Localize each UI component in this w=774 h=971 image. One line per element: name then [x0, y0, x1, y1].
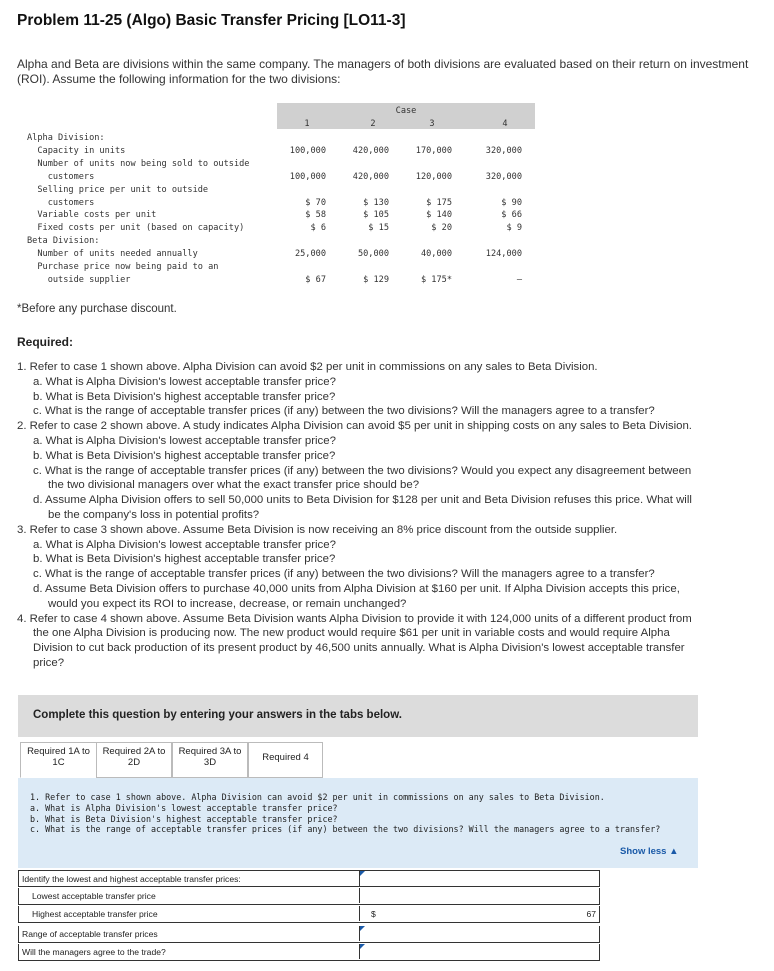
requirement-line: 1. Refer to case 1 shown above. Alpha Division can avoid $2 per unit in commissions on any sales to Beta Division. [17, 361, 598, 373]
panel-line: b. What is Beta Division's highest acceptable transfer price? [30, 813, 338, 824]
panel-line: a. What is Alpha Division's lowest acceptable transfer price? [30, 802, 338, 813]
answer-label: Will the managers agree to the trade? [22, 947, 166, 957]
show-less-label: Show less [620, 846, 667, 857]
requirement-line: c. What is the range of acceptable transfer prices (if any) between the two divisions? Will the managers agree to a transfer? [33, 568, 655, 581]
instruction-banner [18, 695, 698, 737]
requirement-line: a. What is Alpha Division's lowest acceptable transfer price? [33, 434, 336, 447]
table-cell: 100,000 [289, 171, 326, 182]
tab-required-3[interactable] [172, 742, 248, 778]
row-label: Number of units needed annually [27, 249, 198, 260]
answer-row [18, 926, 600, 943]
table-cell: 420,000 [352, 171, 389, 182]
case-number: 1 [304, 119, 310, 129]
row-label: Fixed costs per unit (based on capacity) [27, 223, 245, 234]
table-cell: – [516, 274, 522, 285]
table-cell: 320,000 [485, 145, 522, 156]
table-cell: $ 58 [305, 210, 326, 221]
table-cell: 40,000 [420, 249, 452, 260]
requirement-line: 4. Refer to case 4 shown above. Assume Beta Division wants Alpha Division to provide it with 124,000 units of a different product from [17, 612, 692, 625]
answer-row [18, 944, 600, 961]
answer-input[interactable] [359, 906, 599, 921]
requirement-line: d. Assume Beta Division offers to purchase 40,000 units from Alpha Division at $160 per unit. If Alpha Division accepts this price, [33, 582, 680, 595]
answer-input[interactable] [359, 871, 599, 886]
table-cell: $ 175 [426, 197, 452, 208]
answer-row [18, 906, 600, 923]
tab-required-1[interactable] [20, 742, 97, 778]
row-label: customers [27, 171, 95, 182]
answer-input[interactable] [359, 926, 599, 941]
table-cell: $ 105 [363, 210, 389, 221]
requirement-line: would you expect its ROI to increase, decrease, or remain unchanged? [48, 597, 407, 610]
table-cell: 124,000 [485, 249, 522, 260]
row-label: Capacity in units [27, 145, 126, 156]
row-label: Purchase price now being paid to an [27, 262, 219, 272]
tab-label-line2: 2D [127, 757, 141, 768]
table-cell: $ 130 [363, 197, 389, 208]
case-number: 4 [502, 119, 508, 129]
row-label: Selling price per unit to outside [27, 184, 209, 195]
table-cell: $ 9 [506, 223, 522, 234]
row-label: Variable costs per unit [27, 210, 157, 221]
panel-line: 1. Refer to case 1 shown above. Alpha Division can avoid $2 per unit in commissions on any sales to Beta Division. [30, 792, 605, 802]
requirement-line: a. What is Alpha Division's lowest acceptable transfer price? [33, 375, 336, 388]
row-label: Beta Division: [27, 236, 100, 247]
case-number: 2 [370, 119, 376, 129]
show-less-link[interactable] [620, 846, 679, 857]
answer-row [18, 870, 600, 887]
tab-label-line2: 1C [52, 757, 65, 768]
table-cell: $ 175* [420, 274, 452, 285]
table-cell: $ 70 [305, 197, 326, 208]
currency-symbol: $ [371, 909, 376, 919]
page-title: Problem 11-25 (Algo) Basic Transfer Pricing [LO11-3] [17, 12, 406, 29]
row-label: Alpha Division: [27, 133, 105, 143]
panel-text [30, 792, 695, 835]
requirement-line: d. Assume Alpha Division offers to sell 50,000 units to Beta Division for $128 per unit and Beta Division refuses this price. What will [33, 494, 692, 507]
requirement-line: c. What is the range of acceptable transfer prices (if any) between the two divisions? Will the managers agree to a transfer? [33, 405, 655, 418]
table-cell: $ 129 [363, 274, 389, 285]
requirement-line: Division to cut back production of its present product by 46,500 units annually. What is Alpha Division's lowest acceptable transfer [33, 642, 685, 655]
requirement-line: 2. Refer to case 2 shown above. A study indicates Alpha Division can avoid $5 per unit in shipping costs on any sales to Beta Division. [17, 420, 692, 433]
banner-text: Complete this question by entering your answers in the tabs below. [33, 709, 402, 721]
table-cell: $ 90 [501, 197, 522, 208]
table-cell: 100,000 [289, 145, 326, 156]
tab-label-line1: Required 2A to [102, 746, 166, 757]
table-cell: 25,000 [294, 249, 326, 260]
answer-input[interactable] [359, 944, 599, 959]
table-cell: $ 67 [305, 274, 326, 285]
case-number: 3 [429, 119, 435, 129]
answer-label: Identify the lowest and highest acceptable transfer prices: [22, 874, 241, 884]
tab-label-line2: 3D [203, 757, 217, 768]
requirement-line: 3. Refer to case 3 shown above. Assume Beta Division is now receiving an 8% price discount from the outside supplier. [17, 523, 618, 536]
table-cell: $ 20 [431, 223, 452, 234]
answer-row [18, 888, 600, 905]
tab-label-line1: Required 3A to [178, 746, 242, 757]
requirement-line: be the company's loss in potential profits? [48, 508, 260, 521]
row-label: Number of units now being sold to outside [27, 158, 250, 169]
answer-label: Highest acceptable transfer price [32, 909, 158, 919]
requirement-line: the two divisional managers over what the exact transfer price should be? [48, 479, 420, 492]
answer-label: Lowest acceptable transfer price [32, 891, 156, 901]
requirement-line: b. What is Beta Division's highest acceptable transfer price? [33, 449, 336, 462]
requirements-list [17, 360, 769, 671]
requirement-line: a. What is Alpha Division's lowest acceptable transfer price? [33, 538, 336, 551]
panel-line: c. What is the range of acceptable transfer prices (if any) between the two divisions? Will the managers agree to a transfer? [30, 824, 661, 835]
requirement-line: b. What is Beta Division's highest acceptable transfer price? [33, 553, 336, 566]
intro-text: Alpha and Beta are divisions within the same company. The managers of both divisions are evaluated based on their return on investment (ROI). Assume the following information for the two divisions: [17, 57, 749, 86]
answer-label: Range of acceptable transfer prices [22, 929, 158, 939]
table-cell: $ 66 [501, 210, 522, 221]
table-cell: 120,000 [415, 171, 452, 182]
row-label: outside supplier [27, 274, 131, 285]
table-cell: 320,000 [485, 171, 522, 182]
table-cell: 420,000 [352, 145, 389, 156]
case-label: Case [395, 106, 417, 116]
tab-label-line1: Required 1A to [27, 746, 90, 757]
tab-label-line1: Required 4 [262, 752, 309, 763]
answer-input[interactable] [359, 888, 599, 903]
answer-value: 67 [586, 909, 596, 919]
requirement-line: b. What is Beta Division's highest acceptable transfer price? [33, 390, 336, 403]
footnote: *Before any purchase discount. [17, 303, 177, 315]
row-label: customers [27, 197, 95, 208]
table-cell: $ 15 [368, 223, 389, 234]
table-cell: 50,000 [357, 249, 389, 260]
required-heading: Required: [17, 335, 74, 349]
tab-required-4[interactable] [248, 742, 323, 778]
table-cell: $ 140 [426, 210, 452, 221]
triangle-up-icon: ▲ [669, 846, 679, 857]
requirement-line: c. What is the range of acceptable transfer prices (if any) between the two divisions? Would you expect any disagreement between [33, 464, 692, 477]
requirement-line: price? [33, 656, 65, 669]
tab-required-2[interactable] [96, 742, 172, 778]
requirement-line: the one Alpha Division is producing now. The new product would require $61 per unit in variable costs and would require Alpha [33, 627, 670, 640]
table-cell: 170,000 [415, 145, 452, 156]
table-cell: $ 6 [310, 223, 326, 234]
